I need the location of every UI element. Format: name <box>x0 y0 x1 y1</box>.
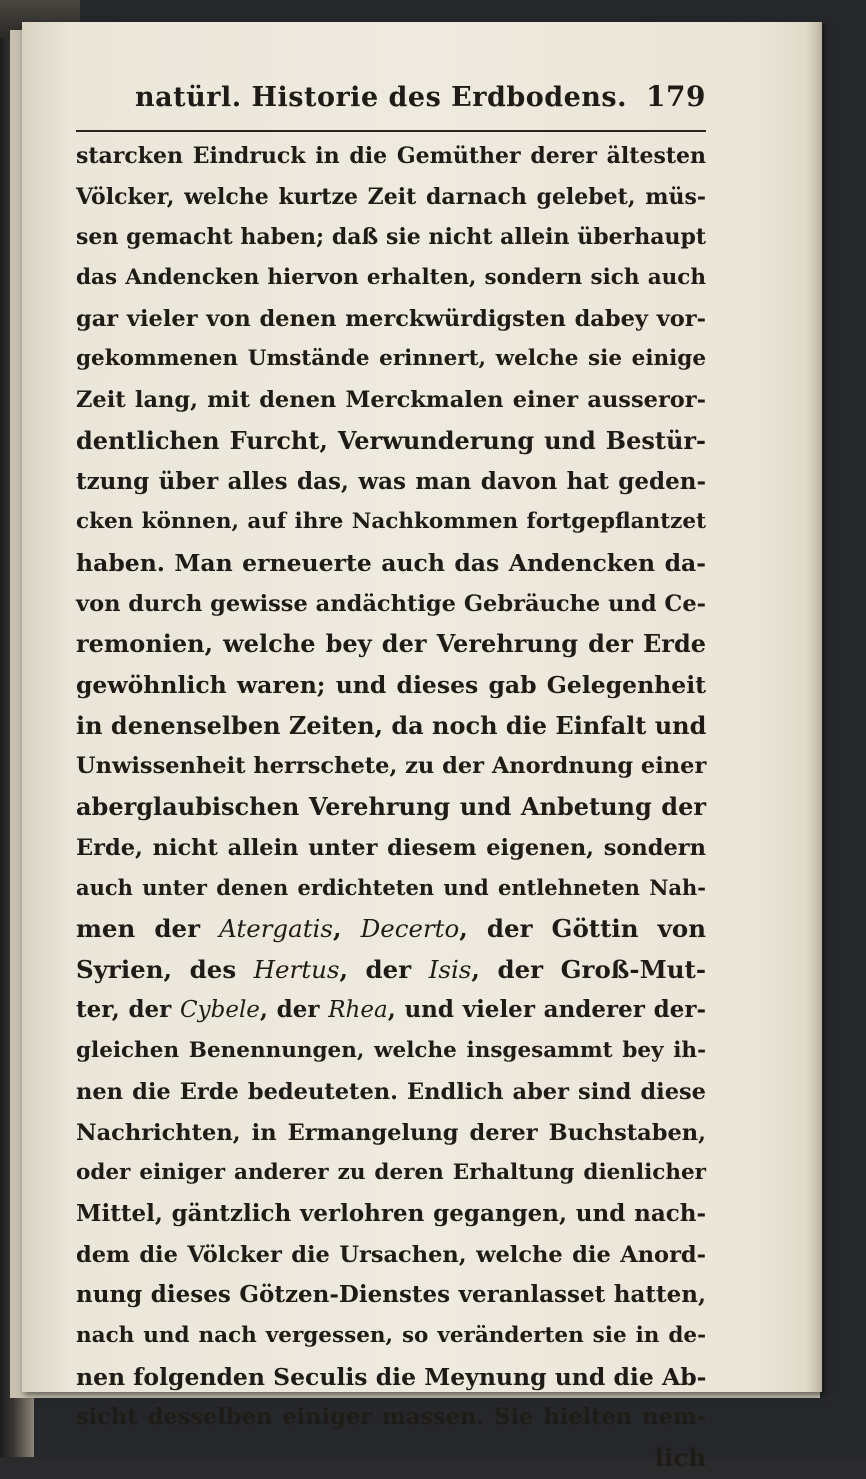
text-segment: in denenselben Zeiten, da noch die Einfalt und <box>76 710 707 740</box>
text-segment: auch unter denen erdichteten und entlehneten Nah- <box>76 875 706 901</box>
text-line <box>76 1397 706 1438</box>
text-line <box>76 828 706 869</box>
text-segment: sicht desselben einiger massen. Sie hielten nem- <box>76 1404 706 1431</box>
text-segment: das Andencken hiervon erhalten, sondern sich auch <box>76 265 706 291</box>
text-line <box>76 502 706 543</box>
text-segment: Unwissenheit herrschete, zu der Anordnung einer <box>76 753 707 780</box>
text-segment: , der <box>259 996 329 1024</box>
text-segment: cken können, auf ihre Nachkommen fortgepflantzet <box>76 509 706 535</box>
text-segment: nach und nach vergessen, so veränderten sie in de- <box>76 1322 706 1348</box>
text-segment: starcken Eindruck in die Gemüther derer ältesten <box>76 143 706 169</box>
text-line <box>76 909 706 950</box>
text-line <box>76 1194 706 1235</box>
text-line <box>76 462 706 503</box>
page-number: 179 <box>646 80 706 113</box>
text-segment: dem die Völcker die Ursachen, welche die Anord- <box>76 1241 706 1268</box>
italic-name: Isis <box>428 954 472 984</box>
text-segment: aberglaubischen Verehrung und Anbetung der <box>76 792 706 821</box>
text-line <box>76 1316 706 1357</box>
text-segment: sen gemacht haben; daß sie nicht allein überhaupt <box>76 224 706 251</box>
text-segment: tzung über alles das, was man davon hat geden- <box>76 467 706 495</box>
text-segment: , der Groß-Mut- <box>471 954 706 984</box>
italic-name: Cybele <box>180 997 260 1024</box>
text-line <box>76 543 706 584</box>
text-segment: , <box>332 914 361 944</box>
text-line <box>76 258 706 299</box>
body-text <box>76 136 706 1479</box>
text-segment: Völcker, welche kurtze Zeit darnach gelebet, müs- <box>76 183 706 210</box>
text-line <box>76 787 706 828</box>
text-line <box>76 990 706 1031</box>
text-segment: nen die Erde bedeuteten. Endlich aber sind diese <box>76 1078 706 1105</box>
text-line <box>76 1113 706 1154</box>
italic-name: Atergatis <box>219 914 333 944</box>
text-line <box>76 217 706 258</box>
italic-name: Rhea <box>328 997 388 1024</box>
text-segment: remonien, welche bey der Verehrung der Erde <box>76 629 706 659</box>
text-line <box>76 665 706 706</box>
text-block <box>76 80 706 1479</box>
text-segment: men der <box>76 914 220 944</box>
text-segment: nen folgenden Seculis die Meynung und die Ab- <box>76 1362 707 1391</box>
text-segment: gekommenen Umstände erinnert, welche sie einige <box>76 346 706 372</box>
text-segment: , der <box>339 954 429 984</box>
text-line <box>76 950 706 991</box>
text-segment: gewöhnlich waren; und dieses gab Gelegenheit <box>76 670 706 699</box>
text-segment: Mittel, gäntzlich verlohren gegangen, und nach- <box>76 1199 706 1227</box>
text-line <box>76 1072 706 1113</box>
header-rule <box>76 130 706 132</box>
text-segment: Erde, nicht allein unter diesem eigenen, sondern <box>76 834 706 861</box>
text-segment: nung dieses Götzen-Dienstes veranlasset hatten, <box>76 1281 706 1309</box>
text-line <box>76 421 706 462</box>
running-head <box>76 80 706 124</box>
italic-name: Decerto <box>360 914 460 944</box>
text-segment: , der Göttin von <box>459 914 707 944</box>
text-segment: dentlichen Furcht, Verwunderung und Bestür- <box>76 425 706 455</box>
text-line <box>76 1031 706 1072</box>
text-line <box>76 1153 706 1194</box>
text-line <box>76 1438 706 1479</box>
text-segment: lich <box>654 1443 706 1472</box>
text-line <box>76 584 706 625</box>
italic-name: Hertus <box>253 954 340 984</box>
text-line <box>76 746 706 787</box>
text-segment: oder einiger anderer zu deren Erhaltung dienlicher <box>76 1160 706 1186</box>
text-segment: Syrien, des <box>76 954 254 984</box>
text-segment: Nachrichten, in Ermangelung derer Buchstaben, <box>76 1119 706 1146</box>
text-segment: gar vieler von denen merckwürdigsten dabey vor- <box>76 305 706 332</box>
text-line <box>76 299 706 340</box>
text-line <box>76 136 706 177</box>
text-segment: haben. Man erneuerte auch das Andencken da- <box>76 548 706 577</box>
text-line <box>76 624 706 665</box>
text-line <box>76 177 706 218</box>
text-line <box>76 380 706 421</box>
book-page <box>22 22 822 1472</box>
text-line <box>76 1357 706 1398</box>
text-line <box>76 868 706 909</box>
text-segment: gleichen Benennungen, welche insgesammt bey ih- <box>76 1038 706 1064</box>
text-line <box>76 706 706 747</box>
text-line <box>76 1235 706 1276</box>
text-line <box>76 339 706 380</box>
running-head-title: natürl. Historie des Erdbodens. <box>135 82 628 113</box>
text-segment: von durch gewisse andächtige Gebräuche und Ce- <box>76 590 706 617</box>
text-segment: ter, der <box>76 996 181 1024</box>
text-segment: Zeit lang, mit denen Merckmalen einer ausseror- <box>76 387 706 414</box>
text-segment: , und vieler anderer der- <box>387 996 706 1024</box>
page-edge <box>804 22 822 1392</box>
text-line <box>76 1275 706 1316</box>
